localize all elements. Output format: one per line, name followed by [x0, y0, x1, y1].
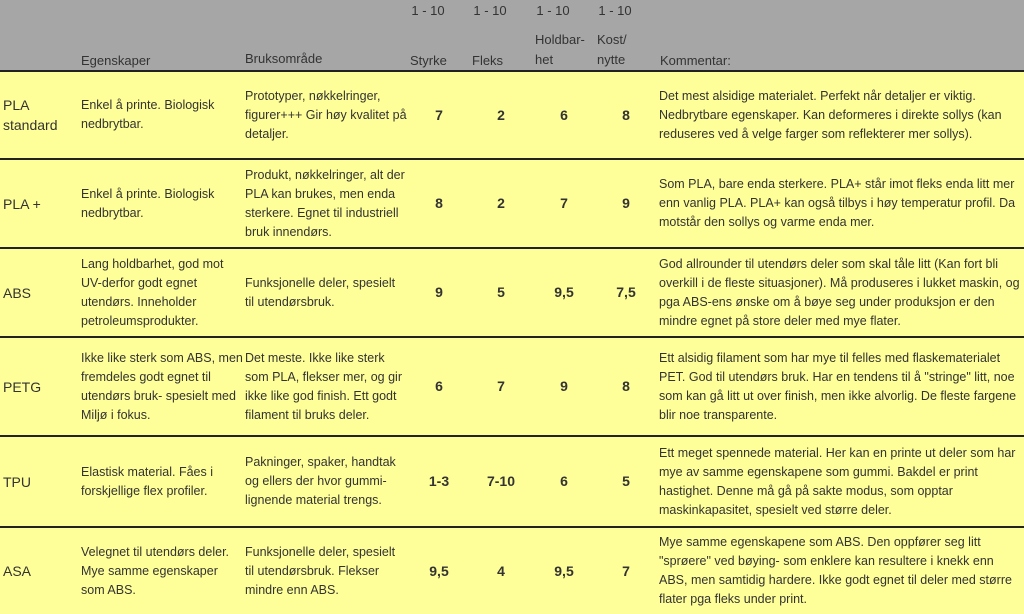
table-row-petg [0, 338, 1024, 437]
styrke-value: 1-3 [428, 473, 450, 489]
kost-value: 9 [622, 195, 630, 211]
material-comment: Mye samme egenskapene som ABS. Den oppfører seg litt "sprøere" ved bøying- som enklere kan resultere i knekk enn ABS, men samtidig hardere. Ikke godt egnet til deler med større flater pga fleks under print. [659, 535, 1012, 606]
fleks-value: 2 [497, 106, 505, 123]
fleks-value: 5 [497, 284, 505, 300]
table-row-pla-standard [0, 72, 1024, 160]
material-properties: Enkel å printe. Biologisk nedbrytbar. [81, 186, 215, 220]
material-name: PLA + [3, 195, 41, 212]
kost-value: 8 [622, 378, 630, 394]
holdbarhet-value: 9,5 [554, 284, 574, 300]
material-usage: Produkt, nøkkelringer, alt der PLA kan brukes, men enda sterkere. Egnet til industriell bruk innendørs. [245, 167, 405, 239]
header-kost-line1: Kost/ [597, 32, 627, 47]
material-usage: Prototyper, nøkkelringer, figurer+++ Gir høy kvalitet på detaljer. [245, 88, 407, 141]
styrke-value: 6 [435, 378, 443, 394]
material-comment: Ett alsidig filament som har mye til felles med flaskematerialet PET. God til utendørs bruk. Har en tendens til å "stringe" litt, noe som kan gå litt ut over finish, men ikke alvorlig. De fleste fargene blir noe transparente. [659, 350, 1017, 422]
styrke-value: 7 [435, 106, 443, 123]
header-egenskaper: Egenskaper [81, 53, 151, 68]
material-comment: Som PLA, bare enda sterkere. PLA+ står imot fleks enda litt mer enn vanlig PLA. PLA+ kan også tilbys i høy temperatur profil. Da motstår den sollys og varme enda mer. [659, 177, 1016, 229]
material-comment: God allrounder til utendørs deler som skal tåle litt (Kan fort bli overkill i de fleste situasjoner). Må produseres i lukket maskin, og pga ABS-ens ønske om å bøye seg under produksjon er den mindre egnet på store deler med mye flater. [659, 256, 1020, 328]
fleks-value: 4 [497, 562, 505, 579]
fleks-value: 7 [497, 378, 505, 394]
header-kommentar: Kommentar: [660, 53, 731, 68]
material-name: TPU [3, 473, 31, 490]
header-fleks: Fleks [472, 53, 504, 68]
material-properties: Velegnet til utendørs deler. Mye samme egenskaper som ABS. [81, 544, 230, 597]
scale-label-holdbarhet: 1 - 10 [536, 3, 570, 18]
material-name: ABS [3, 284, 32, 301]
fleks-value: 7-10 [486, 473, 516, 489]
styrke-value: 9 [435, 284, 443, 300]
kost-value: 5 [622, 473, 630, 489]
material-properties: Elastisk material. Fåes i forskjellige flex profiler. [81, 464, 213, 498]
styrke-value: 8 [435, 195, 443, 211]
table-row-asa [0, 528, 1024, 614]
header-bruksomrade: Bruksområde [245, 51, 323, 66]
header-kost-line2: nytte [597, 52, 626, 67]
table-header [0, 0, 1024, 72]
header-styrke: Styrke [410, 53, 447, 68]
scale-label-styrke: 1 - 10 [411, 3, 445, 18]
material-name: ASA [3, 563, 32, 579]
header-holdbarhet-line2: het [535, 52, 554, 67]
material-usage: Funksjonelle deler, spesielt til utendørsbruk. [245, 275, 396, 309]
holdbarhet-value: 7 [560, 195, 568, 211]
kost-value: 8 [622, 106, 630, 123]
material-comment: Det mest alsidige materialet. Perfekt når detaljer er viktig. Nedbrytbare egenskaper. Kan deformeres i direkte sollys (kan reduseres ved å velge farger som reflekterer mer sollys). [659, 88, 1002, 141]
holdbarhet-value: 9,5 [554, 562, 574, 579]
material-usage: Det meste. Ikke like sterk som PLA, flekser mer, og gir ikke like god finish. Ett godt filament til bruks deler. [245, 350, 403, 422]
table-row-tpu [0, 437, 1024, 528]
header-holdbarhet-line1: Holdbar- [535, 32, 585, 47]
table-row-abs [0, 249, 1024, 338]
fleks-value: 2 [497, 195, 505, 211]
material-usage: Pakninger, spaker, handtak og ellers der hvor gummi-lignende material trengs. [245, 455, 396, 507]
material-name: PLA standard [3, 97, 58, 133]
material-name: PETG [3, 378, 42, 395]
styrke-value: 9,5 [429, 562, 449, 579]
material-properties: Ikke like sterk som ABS, men fremdeles godt egnet til utendørs bruk- spesielt med Miljø i fokus. [81, 350, 243, 422]
holdbarhet-value: 9 [560, 378, 568, 394]
scale-label-kost: 1 - 10 [598, 3, 632, 18]
material-properties: Lang holdbarhet, god mot UV-derfor godt egnet utendørs. Inneholder petroleumsprodukter. [81, 256, 224, 328]
holdbarhet-value: 6 [560, 473, 568, 489]
kost-value: 7 [622, 562, 630, 579]
material-properties: Enkel å printe. Biologisk nedbrytbar. [81, 98, 215, 131]
scale-label-fleks: 1 - 10 [473, 3, 507, 18]
holdbarhet-value: 6 [560, 106, 568, 123]
table-row-pla-plus [0, 160, 1024, 249]
material-comment: Ett meget spennede material. Her kan en printe ut deler som har mye av samme egenskapene som gummi. Bakdel er print hastighet. Denne må gå på sakte modus, som opptar maskinkapasitet, spesielt ved større deler. [659, 445, 1016, 517]
kost-value: 7,5 [616, 284, 636, 300]
material-usage: Funksjonelle deler, spesielt til utendørsbruk. Flekser mindre enn ABS. [245, 544, 396, 597]
